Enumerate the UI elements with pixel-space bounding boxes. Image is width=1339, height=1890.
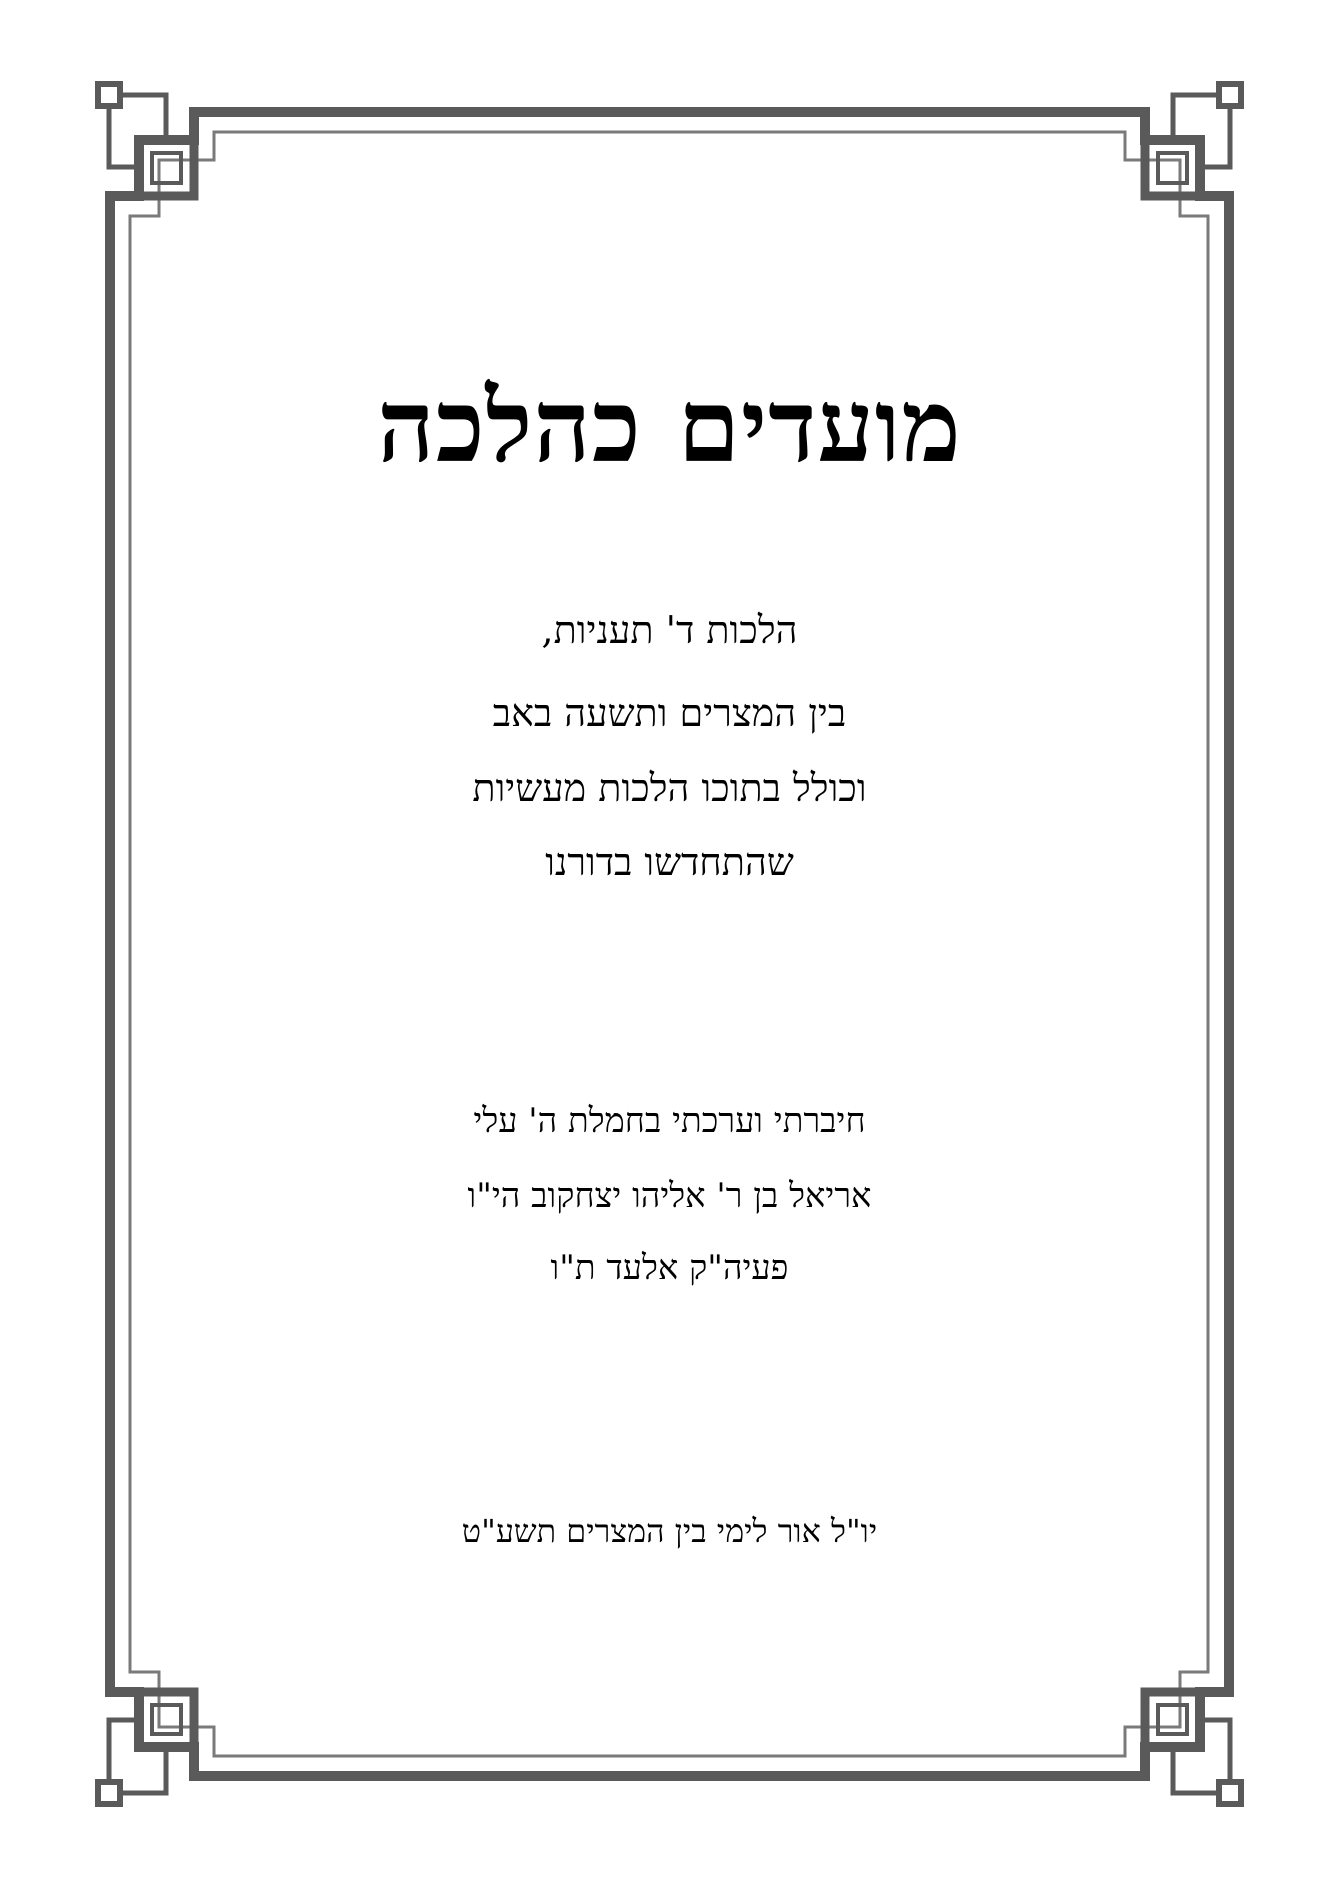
subtitle-line-4: שהתחדשו בדורנו <box>545 840 794 884</box>
author-line-2: אריאל בן ר' אליהו יצחקוב הי"ו <box>467 1176 872 1216</box>
author-line-1: חיברתי וערכתי בחמלת ה' עלי <box>473 1101 866 1141</box>
subtitle-line-2: בין המצרים ותשעה באב <box>492 691 847 735</box>
corner-knot-bottom-right <box>1145 1692 1241 1804</box>
corner-knot-top-left <box>98 84 194 196</box>
author-line-3: פעיה"ק אלעד ת"ו <box>550 1248 789 1288</box>
page-title: מועדים כהלכה <box>377 367 962 485</box>
corner-knot-top-right <box>1145 84 1241 196</box>
subtitle-line-3: וכולל בתוכו הלכות מעשיות <box>472 766 867 810</box>
subtitle-line-1: הלכות ד' תעניות, <box>541 608 798 652</box>
publication-date-line: יו"ל אור לימי בין המצרים תשע"ט <box>461 1512 878 1550</box>
corner-knot-bottom-left <box>98 1692 194 1804</box>
